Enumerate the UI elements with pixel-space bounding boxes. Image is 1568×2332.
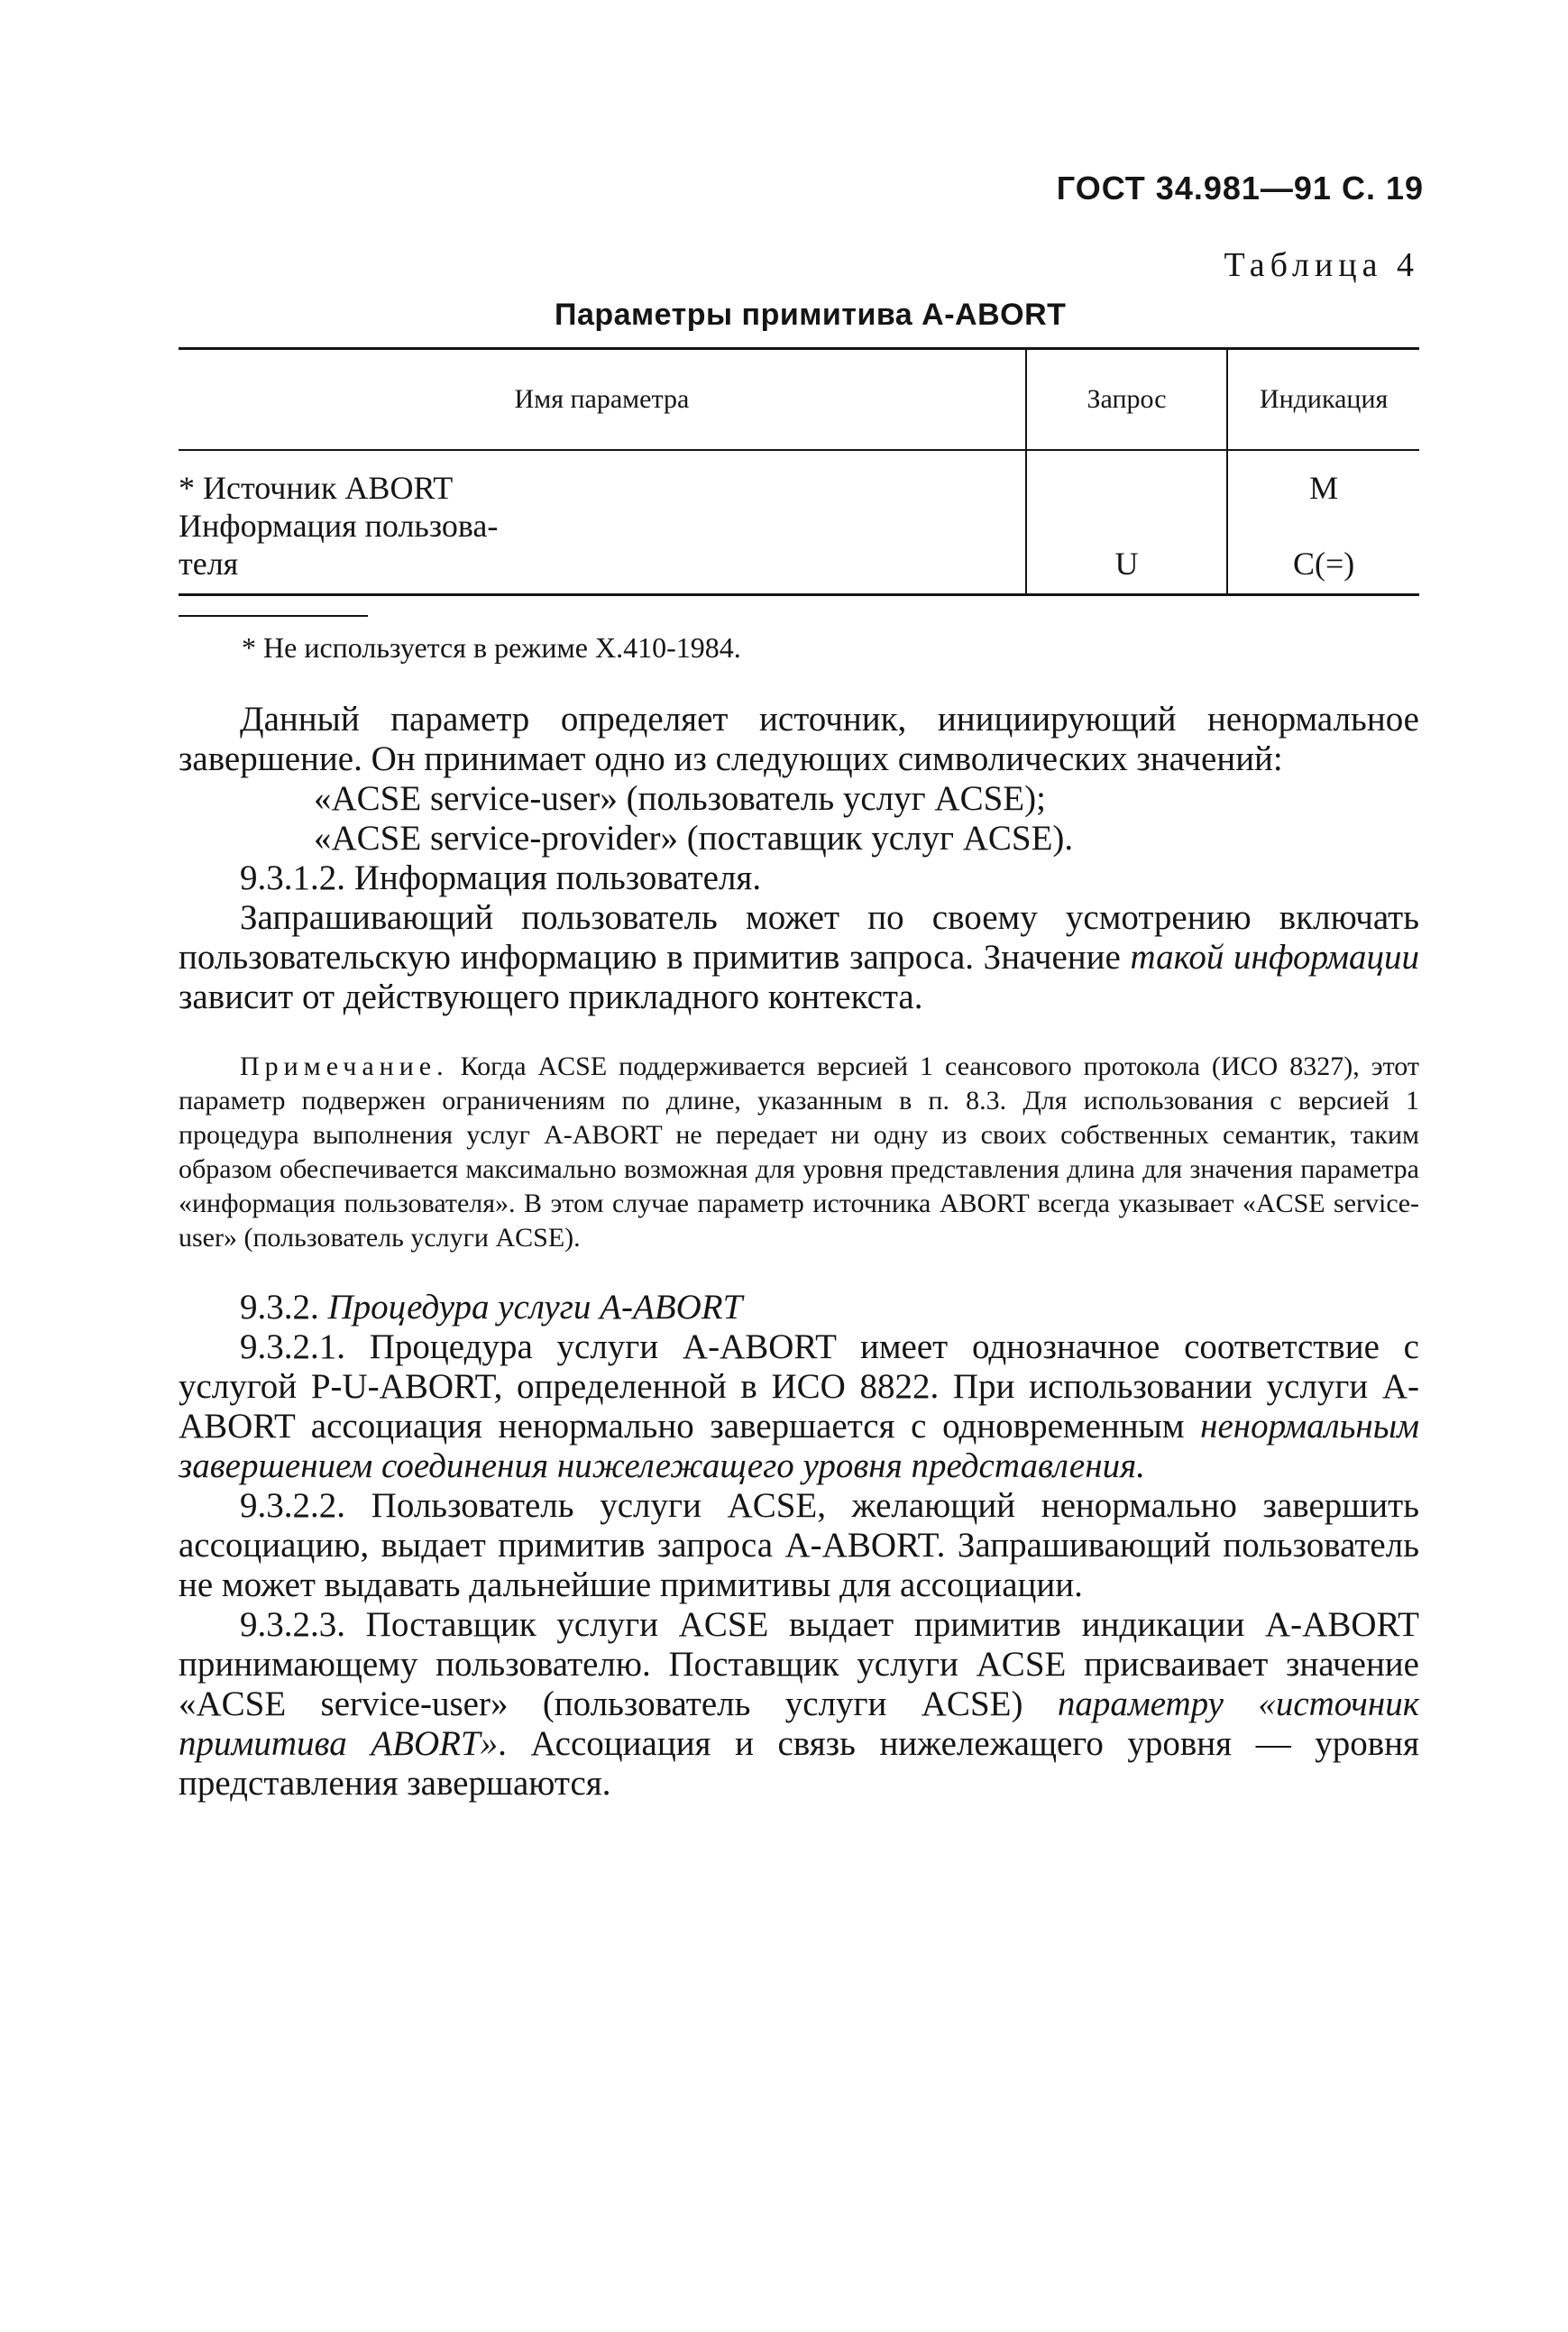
text-run: 9.3.2.1. Процедура услуги A-ABORT имеет однозначное соответствие с услугой P-U-ABORT, определенной в ИСО 8822. При использовании услуги A-ABORT ассоциация ненормально завершается с одновременным xyxy=(179,1327,1419,1446)
section-number: 9.3.2. xyxy=(240,1288,328,1327)
table-title: Параметры примитива A-ABORT xyxy=(555,298,1067,332)
column-header-indication: Индикация xyxy=(1227,349,1419,451)
column-header-request: Запрос xyxy=(1026,349,1227,451)
paragraph-9-3-2-3 xyxy=(179,1605,1419,1804)
indication-value: C(=) xyxy=(1292,546,1355,582)
table-row xyxy=(179,450,1419,595)
table-header-row xyxy=(179,349,1419,451)
value-service-provider: «ACSE service-provider» (поставщик услуг ACSE). xyxy=(314,819,1074,858)
italic-text-run: такой информации xyxy=(1130,938,1419,977)
section-title: Процедура услуги A-ABORT xyxy=(327,1288,743,1327)
text-run: 9.3.2.3. Поставщик услуги ACSE выдает примитив индикации A-ABORT принимающему пользователю. Поставщик услуги ACSE присваивает значение «ACSE service-user» (пользователь услуги ACSE) xyxy=(179,1605,1419,1723)
indication-value: M xyxy=(1309,470,1339,506)
parameters-table xyxy=(179,347,1419,596)
indication-cell xyxy=(1227,450,1419,595)
parameters-table-wrapper xyxy=(179,347,1419,596)
parameter-name: теля xyxy=(179,546,239,582)
indication-value xyxy=(1228,507,1419,545)
text-run: Запрашивающий пользователь может по своему усмотрению включать пользовательскую информацию в примитив запроса. Значение xyxy=(179,898,1419,977)
request-value: U xyxy=(1114,546,1139,582)
paragraph-user-information xyxy=(179,898,1419,1017)
section-user-information: 9.3.1.2. Информация пользователя. xyxy=(240,858,762,897)
table-footnote: * Не используется в режиме X.410-1984. xyxy=(242,631,741,664)
text-run: зависит от действующего прикладного контекста. xyxy=(179,978,923,1016)
value-service-user: «ACSE service-user» (пользователь услуг ACSE); xyxy=(314,779,1046,818)
paragraph-9-3-2-1 xyxy=(179,1327,1419,1486)
parameter-name: * Источник ABORT xyxy=(179,470,454,506)
table-label: Таблица 4 xyxy=(1224,246,1419,284)
note-paragraph xyxy=(179,1050,1419,1255)
italic-text-run: параметру «источник примитива ABORT» xyxy=(179,1685,1419,1763)
note-label: Примечание. xyxy=(240,1051,449,1081)
italic-text-run: ненормальным завершением соединения нижележащего уровня представления. xyxy=(179,1407,1419,1485)
text-run: . Ассоциация и связь нижележащего уровня — уровня представления завершаются. xyxy=(179,1724,1419,1803)
body-text xyxy=(179,700,1419,1804)
page-header: ГОСТ 34.981—91 С. 19 xyxy=(1056,170,1424,207)
request-value xyxy=(1027,507,1226,545)
note-text: Когда ACSE поддерживается версией 1 сеансового протокола (ИСО 8327), этот параметр подвержен ограничениям по длине, указанным в п. 8.3. Для использования с версией 1 процедура выполнения услуг A-ABORT не передает ни одну из своих собственных семантик, таким образом обеспечивается максимально возможная для уровня представления длина для значения параметра «информация пользователя». В этом случае параметр источника ABORT всегда указывает «ACSE service-user» (пользователь услуги ACSE). xyxy=(179,1051,1419,1253)
parameter-name-cell xyxy=(179,450,1026,595)
request-value xyxy=(1027,469,1226,507)
footnote-divider xyxy=(179,615,368,617)
request-cell xyxy=(1026,450,1227,595)
section-heading-procedure xyxy=(179,1288,1419,1327)
column-header-name: Имя параметра xyxy=(179,349,1026,451)
parameter-name: Информация пользова- xyxy=(179,508,499,544)
paragraph-9-3-2-2: 9.3.2.2. Пользователь услуги ACSE, желающий ненормально завершить ассоциацию, выдает примитив запроса A-ABORT. Запрашивающий пользователь не может выдавать дальнейшие примитивы для ассоциации. xyxy=(179,1486,1419,1604)
paragraph-source-definition: Данный параметр определяет источник, инициирующий ненормальное завершение. Он принимает одно из следующих символических значений: xyxy=(179,700,1419,778)
